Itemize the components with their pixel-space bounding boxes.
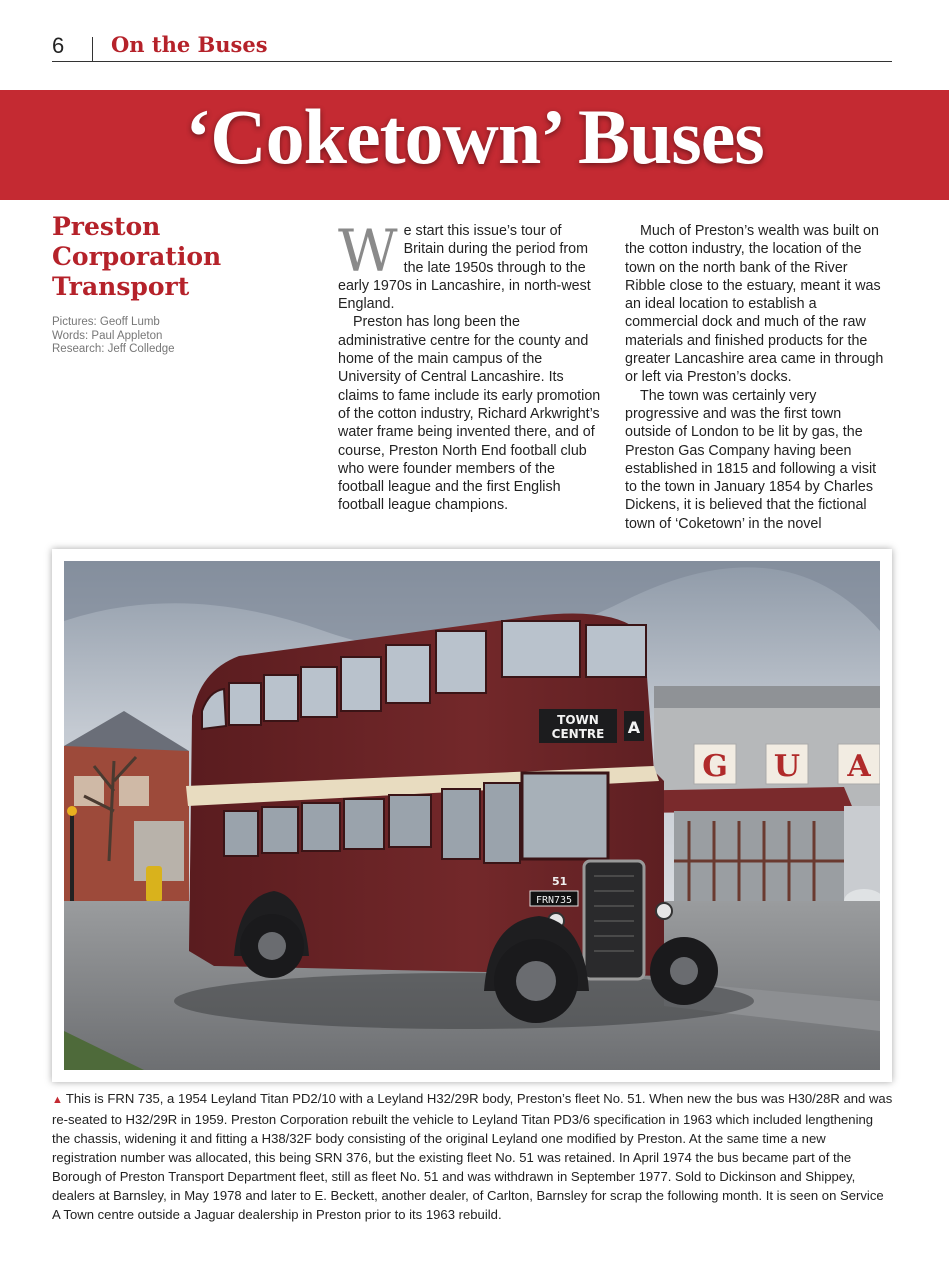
body-paragraph xyxy=(338,217,604,313)
banner-title: ‘Coketown’ Buses xyxy=(185,93,764,180)
destination-text: CENTRE xyxy=(551,727,605,741)
sign-letter: A xyxy=(847,749,871,784)
bus-illustration xyxy=(64,561,880,1070)
body-text: e start this issue’s tour of Britain during the period from the late 1950s through to the early 1970s in Lancashire, in north-west England. xyxy=(338,223,591,313)
credit-research: Research: Jeff Colledge xyxy=(52,343,175,355)
sign-letter: G xyxy=(702,749,728,784)
header-divider xyxy=(92,37,93,61)
body-column-1 xyxy=(338,217,604,515)
front-hub xyxy=(516,961,556,1001)
photo-frame xyxy=(52,549,892,1082)
petrol-pump xyxy=(146,866,162,902)
caption-arrow-icon: ▲ xyxy=(52,1094,63,1106)
article-title-line: Preston xyxy=(52,212,161,241)
article-title-line: Transport xyxy=(52,272,190,301)
windscreen xyxy=(522,773,608,859)
destination-text: TOWN xyxy=(557,713,599,727)
beacon xyxy=(67,806,77,816)
bus-photo xyxy=(64,561,880,1070)
article-title xyxy=(52,212,312,302)
page-number: 6 xyxy=(52,33,65,58)
body-paragraph: The town was certainly very progressive and was the first town outside of London to be lit by gas, the Preston Gas Company having been established in 1815 and following a visit to the town in January 1854 by Charles Dickens, it is believed that the fictional town of ‘Coketown’ in the novel xyxy=(625,387,877,532)
bus xyxy=(186,614,718,1024)
window xyxy=(74,776,104,806)
section-title: On the Buses xyxy=(111,32,268,57)
headlamp xyxy=(656,903,672,919)
body-paragraph: Preston has long been the administrative centre for the county and home of the main campus of the University of Central Lancashire. Its claims to fame include its early promotion of the cotton industry, Richard Arkwright’s water frame being invented there, and of course, Preston North End football club who were founder members of the football league and the first English football league champions. xyxy=(338,314,601,514)
registration-text: FRN735 xyxy=(535,895,573,906)
body-column-2 xyxy=(625,222,891,533)
credits xyxy=(52,316,175,357)
offside-hub xyxy=(670,957,698,985)
window xyxy=(119,776,149,806)
credit-pictures: Pictures: Geoff Lumb xyxy=(52,316,160,328)
article-title-line: Corporation xyxy=(52,242,222,271)
garage-roof xyxy=(654,686,880,708)
sign-letter: U xyxy=(773,749,801,784)
radiator xyxy=(584,861,644,979)
garage-sign xyxy=(694,744,880,784)
body-paragraph: Much of Preston’s wealth was built on the cotton industry, the location of the town on the north bank of the River Ribble close to the estuary, meant it was an ideal location to establish a commercial dock and much of the raw materials and finished products for the greater Lancashire area came in through or left via Preston’s docks. xyxy=(625,223,884,386)
title-banner xyxy=(0,90,949,200)
photo-caption xyxy=(52,1089,894,1224)
fleet-number: 51 xyxy=(552,875,568,888)
service-letter: A xyxy=(627,718,641,737)
drop-cap: W xyxy=(338,217,398,285)
rear-hub xyxy=(258,932,286,960)
caption-text: This is FRN 735, a 1954 Leyland Titan PD2/10 with a Leyland H32/29R body, Preston’s fleet No. 51. When new the bus was H30/28R and was re-seated to H32/29R in 1959. Preston Corporation rebuilt the vehicle to Leyland Titan PD3/6 specification in 1963 which included lengthening the chassis, widening it and fitting a H38/32F body consisting of the original Leyland one modified by Preston. At the same time a new registration number was allocated, this being SRN 376, but the existing fleet No. 51 was retained. In April 1974 the bus became part of the Borough of Preston Transport Department fleet, still as fleet No. 51 and was withdrawn in September 1977. Sold to Dickinson and Shippey, dealers at Barnsley, in May 1978 and later to E. Beckett, another dealer, of Carlton, Barnsley for scrap the following month. It is seen on Service A Town centre outside a Jaguar dealership in Preston prior to its 1963 rebuild. xyxy=(52,1091,893,1222)
page-header xyxy=(52,33,892,62)
credit-words: Words: Paul Appleton xyxy=(52,329,163,342)
